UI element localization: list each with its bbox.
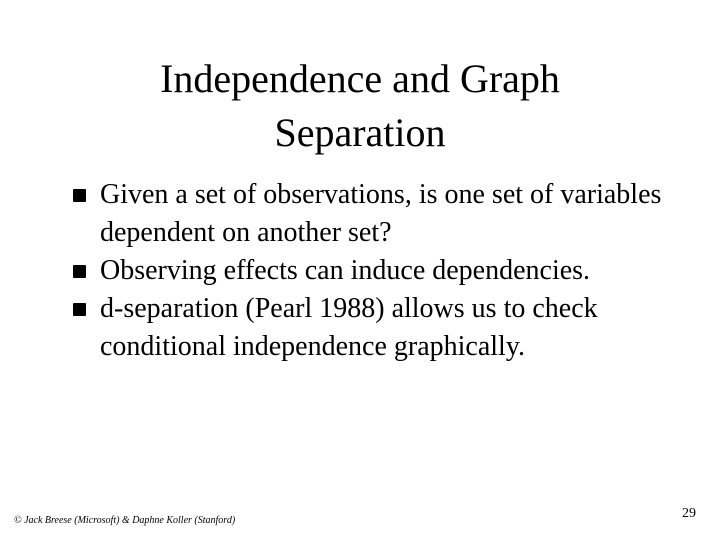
bullet-text: d-separation (Pearl 1988) allows us to check conditional independence graphically. (100, 293, 598, 362)
square-bullet-icon (73, 265, 86, 278)
slide-title-line-2: Separation (274, 110, 446, 155)
bullet-item (72, 176, 692, 252)
square-bullet-icon (73, 303, 86, 316)
slide-title (60, 52, 660, 160)
square-bullet-icon (73, 189, 86, 202)
copyright-footer: © Jack Breese (Microsoft) & Daphne Koller (Stanford) (14, 515, 236, 526)
bullet-text: Observing effects can induce dependencies. (100, 255, 591, 286)
page-number: 29 (682, 506, 696, 521)
slide-title-line-1: Independence and Graph (160, 56, 560, 101)
bullet-item (72, 252, 692, 290)
bullet-list (72, 176, 692, 366)
bullet-item (72, 290, 692, 366)
bullet-text: Given a set of observations, is one set of variables dependent on another set? (100, 179, 662, 248)
